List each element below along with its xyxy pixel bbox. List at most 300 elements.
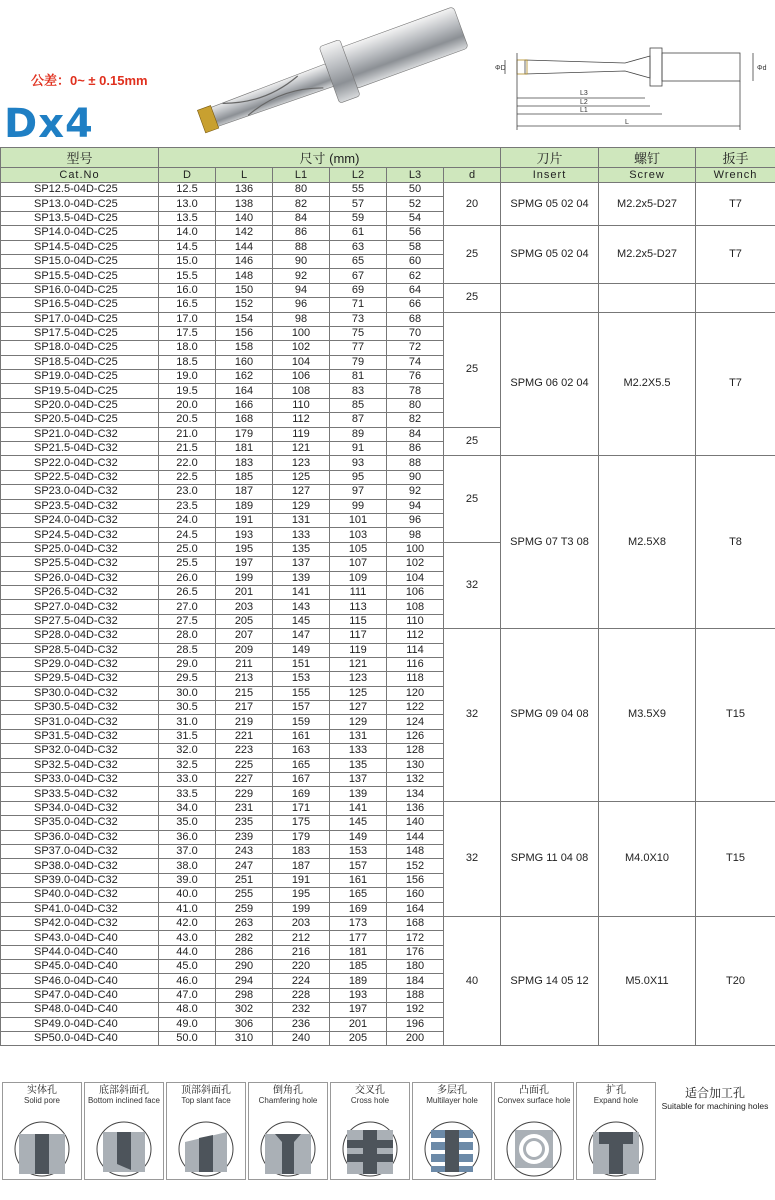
table-row bbox=[1, 456, 775, 470]
cell-l3: 164 bbox=[387, 902, 444, 916]
cell-wrench: T15 bbox=[696, 801, 775, 916]
cell-l3: 54 bbox=[387, 211, 444, 225]
cell-l3: 168 bbox=[387, 916, 444, 930]
cell-l3: 180 bbox=[387, 960, 444, 974]
cell-l3: 60 bbox=[387, 254, 444, 268]
cell-d-big: 26.5 bbox=[159, 585, 216, 599]
hole-chamfering bbox=[248, 1082, 328, 1180]
hole-title: 顶部斜面孔 bbox=[181, 1085, 231, 1096]
cell-d-big: 37.0 bbox=[159, 844, 216, 858]
cell-l1: 212 bbox=[273, 931, 330, 945]
cell-d-big: 16.0 bbox=[159, 283, 216, 297]
cell-l2: 193 bbox=[330, 988, 387, 1002]
cell-l: 199 bbox=[216, 571, 273, 585]
label-phid-big: ΦD bbox=[495, 65, 506, 72]
hole-bottom-inclined bbox=[84, 1082, 164, 1180]
cell-l2: 161 bbox=[330, 873, 387, 887]
cell-d-big: 39.0 bbox=[159, 873, 216, 887]
cell-wrench bbox=[696, 283, 775, 312]
cell-d-big: 31.5 bbox=[159, 729, 216, 743]
cat-no: SP26.5-04D-C32 bbox=[1, 585, 159, 599]
cell-l3: 196 bbox=[387, 1017, 444, 1031]
hole-cross bbox=[330, 1082, 410, 1180]
cell-d-big: 33.0 bbox=[159, 773, 216, 787]
cell-l2: 181 bbox=[330, 945, 387, 959]
convex-hole-icon bbox=[505, 1120, 563, 1178]
cat-no: SP28.5-04D-C32 bbox=[1, 643, 159, 657]
cell-d-small: 25 bbox=[444, 312, 501, 427]
cat-no: SP45.0-04D-C40 bbox=[1, 960, 159, 974]
cat-no: SP43.0-04D-C40 bbox=[1, 931, 159, 945]
cell-l1: 133 bbox=[273, 528, 330, 542]
cell-d-big: 19.0 bbox=[159, 370, 216, 384]
cell-l: 209 bbox=[216, 643, 273, 657]
cell-l3: 88 bbox=[387, 456, 444, 470]
cell-d-big: 14.5 bbox=[159, 240, 216, 254]
cell-l2: 205 bbox=[330, 1032, 387, 1046]
cell-l1: 163 bbox=[273, 744, 330, 758]
cat-no: SP37.0-04D-C32 bbox=[1, 844, 159, 858]
cell-l: 138 bbox=[216, 197, 273, 211]
cell-d-big: 19.5 bbox=[159, 384, 216, 398]
cell-l: 251 bbox=[216, 873, 273, 887]
cat-no: SP30.5-04D-C32 bbox=[1, 701, 159, 715]
cell-l: 282 bbox=[216, 931, 273, 945]
cell-d-big: 14.0 bbox=[159, 226, 216, 240]
label-l2: L2 bbox=[580, 99, 588, 106]
cell-l1: 108 bbox=[273, 384, 330, 398]
spec-table bbox=[0, 147, 775, 1046]
cell-l3: 82 bbox=[387, 413, 444, 427]
cell-l2: 125 bbox=[330, 686, 387, 700]
cell-l1: 228 bbox=[273, 988, 330, 1002]
cell-l1: 88 bbox=[273, 240, 330, 254]
cell-wrench: T7 bbox=[696, 312, 775, 456]
cell-l1: 137 bbox=[273, 557, 330, 571]
cell-d-big: 29.5 bbox=[159, 672, 216, 686]
cell-l2: 153 bbox=[330, 844, 387, 858]
cell-d-big: 36.0 bbox=[159, 830, 216, 844]
cell-d-big: 13.5 bbox=[159, 211, 216, 225]
cat-no: SP18.5-04D-C25 bbox=[1, 355, 159, 369]
cell-l3: 86 bbox=[387, 442, 444, 456]
cell-d-small: 25 bbox=[444, 226, 501, 284]
cat-no: SP13.5-04D-C25 bbox=[1, 211, 159, 225]
hole-subtitle: Chamfering hole bbox=[258, 1096, 318, 1105]
cell-l2: 123 bbox=[330, 672, 387, 686]
cat-no: SP41.0-04D-C32 bbox=[1, 902, 159, 916]
cell-d-big: 29.0 bbox=[159, 657, 216, 671]
cell-l3: 140 bbox=[387, 816, 444, 830]
cell-d-big: 24.5 bbox=[159, 528, 216, 542]
cell-l1: 127 bbox=[273, 485, 330, 499]
cell-l2: 89 bbox=[330, 427, 387, 441]
cell-d-big: 44.0 bbox=[159, 945, 216, 959]
cell-l1: 139 bbox=[273, 571, 330, 585]
cat-no: SP21.5-04D-C32 bbox=[1, 442, 159, 456]
cell-l2: 57 bbox=[330, 197, 387, 211]
cat-no: SP29.0-04D-C32 bbox=[1, 657, 159, 671]
cell-l3: 128 bbox=[387, 744, 444, 758]
cell-l3: 108 bbox=[387, 600, 444, 614]
cell-l2: 141 bbox=[330, 801, 387, 815]
cell-l1: 175 bbox=[273, 816, 330, 830]
cell-l1: 123 bbox=[273, 456, 330, 470]
cell-d-big: 31.0 bbox=[159, 715, 216, 729]
cat-no: SP29.5-04D-C32 bbox=[1, 672, 159, 686]
cat-no: SP24.0-04D-C32 bbox=[1, 513, 159, 527]
cell-insert: SPMG 06 02 04 bbox=[501, 312, 599, 456]
cell-l2: 61 bbox=[330, 226, 387, 240]
drill-photo bbox=[180, 5, 480, 150]
cat-no: SP12.5-04D-C25 bbox=[1, 183, 159, 197]
label-l: L bbox=[625, 119, 629, 126]
cell-l1: 159 bbox=[273, 715, 330, 729]
cell-l1: 92 bbox=[273, 269, 330, 283]
cell-l2: 77 bbox=[330, 341, 387, 355]
hole-subtitle: Convex surface hole bbox=[497, 1096, 571, 1105]
cell-l: 302 bbox=[216, 1003, 273, 1017]
cat-no: SP39.0-04D-C32 bbox=[1, 873, 159, 887]
cell-d-big: 12.5 bbox=[159, 183, 216, 197]
cell-l1: 141 bbox=[273, 585, 330, 599]
cell-l: 213 bbox=[216, 672, 273, 686]
cell-insert: SPMG 05 02 04 bbox=[501, 183, 599, 226]
cat-no: SP16.0-04D-C25 bbox=[1, 283, 159, 297]
cell-l3: 120 bbox=[387, 686, 444, 700]
cat-no: SP19.0-04D-C25 bbox=[1, 370, 159, 384]
header-l1: L1 bbox=[273, 168, 330, 183]
cell-d-big: 21.0 bbox=[159, 427, 216, 441]
cat-no: SP33.5-04D-C32 bbox=[1, 787, 159, 801]
cell-l3: 172 bbox=[387, 931, 444, 945]
cell-l3: 118 bbox=[387, 672, 444, 686]
cell-l2: 75 bbox=[330, 326, 387, 340]
cat-no: SP50.0-04D-C40 bbox=[1, 1032, 159, 1046]
cat-no: SP30.0-04D-C32 bbox=[1, 686, 159, 700]
cat-no: SP20.0-04D-C25 bbox=[1, 398, 159, 412]
cell-l2: 101 bbox=[330, 513, 387, 527]
cell-l3: 160 bbox=[387, 888, 444, 902]
cell-d-big: 30.5 bbox=[159, 701, 216, 715]
cell-d-big: 49.0 bbox=[159, 1017, 216, 1031]
cell-l1: 100 bbox=[273, 326, 330, 340]
cell-l: 255 bbox=[216, 888, 273, 902]
table-row bbox=[1, 312, 775, 326]
cell-d-big: 32.0 bbox=[159, 744, 216, 758]
hole-solid bbox=[2, 1082, 82, 1180]
series-title: Dx4 bbox=[4, 101, 94, 147]
cell-l3: 116 bbox=[387, 657, 444, 671]
cell-l1: 157 bbox=[273, 701, 330, 715]
header-model-cn: 型号 bbox=[1, 148, 159, 168]
cat-no: SP27.0-04D-C32 bbox=[1, 600, 159, 614]
cell-l: 310 bbox=[216, 1032, 273, 1046]
suitable-label bbox=[655, 1084, 775, 1111]
cat-no: SP25.5-04D-C32 bbox=[1, 557, 159, 571]
cell-l2: 185 bbox=[330, 960, 387, 974]
header-wrench-en: Wrench bbox=[696, 168, 775, 183]
cell-wrench: T7 bbox=[696, 226, 775, 284]
cell-l1: 125 bbox=[273, 470, 330, 484]
cell-screw: M5.0X11 bbox=[599, 916, 696, 1046]
cell-l2: 67 bbox=[330, 269, 387, 283]
cell-l: 239 bbox=[216, 830, 273, 844]
cell-l3: 124 bbox=[387, 715, 444, 729]
cell-l: 197 bbox=[216, 557, 273, 571]
cell-d-big: 47.0 bbox=[159, 988, 216, 1002]
cell-l3: 58 bbox=[387, 240, 444, 254]
cell-l: 152 bbox=[216, 298, 273, 312]
bottom-inclined-icon bbox=[95, 1120, 153, 1178]
cell-l1: 102 bbox=[273, 341, 330, 355]
cell-l: 231 bbox=[216, 801, 273, 815]
cell-l: 146 bbox=[216, 254, 273, 268]
cell-l: 158 bbox=[216, 341, 273, 355]
cell-screw: M3.5X9 bbox=[599, 629, 696, 802]
cell-l: 191 bbox=[216, 513, 273, 527]
cell-wrench: T8 bbox=[696, 456, 775, 629]
cell-l2: 115 bbox=[330, 614, 387, 628]
cell-l1: 82 bbox=[273, 197, 330, 211]
cell-d-small: 25 bbox=[444, 283, 501, 312]
cell-l: 263 bbox=[216, 916, 273, 930]
cat-no: SP31.5-04D-C32 bbox=[1, 729, 159, 743]
cell-wrench: T15 bbox=[696, 629, 775, 802]
cell-l2: 91 bbox=[330, 442, 387, 456]
cell-d-big: 21.5 bbox=[159, 442, 216, 456]
cell-insert: SPMG 14 05 12 bbox=[501, 916, 599, 1046]
cell-l3: 152 bbox=[387, 859, 444, 873]
cell-d-big: 23.5 bbox=[159, 499, 216, 513]
cat-no: SP16.5-04D-C25 bbox=[1, 298, 159, 312]
cell-l: 201 bbox=[216, 585, 273, 599]
cell-l3: 62 bbox=[387, 269, 444, 283]
cat-no: SP17.0-04D-C25 bbox=[1, 312, 159, 326]
cell-l: 211 bbox=[216, 657, 273, 671]
cell-l: 136 bbox=[216, 183, 273, 197]
cat-no: SP25.0-04D-C32 bbox=[1, 542, 159, 556]
cell-l3: 134 bbox=[387, 787, 444, 801]
cell-l1: 129 bbox=[273, 499, 330, 513]
cell-l2: 69 bbox=[330, 283, 387, 297]
cell-d-big: 27.0 bbox=[159, 600, 216, 614]
cell-l: 166 bbox=[216, 398, 273, 412]
cell-l: 156 bbox=[216, 326, 273, 340]
cell-l3: 78 bbox=[387, 384, 444, 398]
cell-l3: 184 bbox=[387, 974, 444, 988]
header-screw-cn: 螺钉 bbox=[599, 148, 696, 168]
hole-subtitle: Solid pore bbox=[23, 1096, 61, 1105]
cat-no: SP38.0-04D-C32 bbox=[1, 859, 159, 873]
cell-l3: 130 bbox=[387, 758, 444, 772]
cell-d-big: 42.0 bbox=[159, 916, 216, 930]
machining-holes-legend bbox=[0, 1082, 775, 1187]
cell-l: 181 bbox=[216, 442, 273, 456]
cell-l: 179 bbox=[216, 427, 273, 441]
cell-l1: 183 bbox=[273, 844, 330, 858]
cell-l3: 144 bbox=[387, 830, 444, 844]
hole-convex bbox=[494, 1082, 574, 1180]
cell-l: 160 bbox=[216, 355, 273, 369]
hole-title: 凸面孔 bbox=[519, 1085, 549, 1096]
cell-insert: SPMG 11 04 08 bbox=[501, 801, 599, 916]
cell-l: 207 bbox=[216, 629, 273, 643]
cell-l3: 192 bbox=[387, 1003, 444, 1017]
cell-d-big: 18.5 bbox=[159, 355, 216, 369]
header-d-big: D bbox=[159, 168, 216, 183]
cat-no: SP19.5-04D-C25 bbox=[1, 384, 159, 398]
cell-l2: 81 bbox=[330, 370, 387, 384]
header-l2: L2 bbox=[330, 168, 387, 183]
cell-l3: 200 bbox=[387, 1032, 444, 1046]
cell-l: 294 bbox=[216, 974, 273, 988]
cell-l1: 90 bbox=[273, 254, 330, 268]
cell-l: 162 bbox=[216, 370, 273, 384]
cell-d-big: 40.0 bbox=[159, 888, 216, 902]
cell-l1: 80 bbox=[273, 183, 330, 197]
tolerance-label: 公差：0~ ± 0.15mm bbox=[31, 73, 148, 88]
cat-no: SP44.0-04D-C40 bbox=[1, 945, 159, 959]
cell-l1: 236 bbox=[273, 1017, 330, 1031]
cell-l1: 161 bbox=[273, 729, 330, 743]
cell-l3: 136 bbox=[387, 801, 444, 815]
cell-l: 286 bbox=[216, 945, 273, 959]
cell-d-big: 26.0 bbox=[159, 571, 216, 585]
cell-d-big: 17.5 bbox=[159, 326, 216, 340]
cell-l1: 191 bbox=[273, 873, 330, 887]
cell-l2: 129 bbox=[330, 715, 387, 729]
cell-l1: 220 bbox=[273, 960, 330, 974]
cell-d-big: 33.5 bbox=[159, 787, 216, 801]
cell-insert bbox=[501, 283, 599, 312]
cell-l: 142 bbox=[216, 226, 273, 240]
hole-title: 实体孔 bbox=[27, 1085, 57, 1096]
cell-l1: 94 bbox=[273, 283, 330, 297]
cell-d-big: 20.0 bbox=[159, 398, 216, 412]
cell-l2: 197 bbox=[330, 1003, 387, 1017]
header-l: L bbox=[216, 168, 273, 183]
cell-screw: M2.5X8 bbox=[599, 456, 696, 629]
table-row bbox=[1, 183, 775, 197]
cat-no: SP34.0-04D-C32 bbox=[1, 801, 159, 815]
hole-title: 扩孔 bbox=[606, 1085, 626, 1096]
dimension-diagram bbox=[495, 38, 770, 138]
cell-l2: 73 bbox=[330, 312, 387, 326]
cell-l2: 133 bbox=[330, 744, 387, 758]
cell-l: 223 bbox=[216, 744, 273, 758]
cell-l3: 96 bbox=[387, 513, 444, 527]
cross-hole-icon bbox=[341, 1120, 399, 1178]
cell-l2: 87 bbox=[330, 413, 387, 427]
cell-l1: 179 bbox=[273, 830, 330, 844]
cell-d-small: 40 bbox=[444, 916, 501, 1046]
cell-l1: 171 bbox=[273, 801, 330, 815]
cell-l3: 72 bbox=[387, 341, 444, 355]
cell-l2: 139 bbox=[330, 787, 387, 801]
cell-l2: 79 bbox=[330, 355, 387, 369]
cell-l1: 232 bbox=[273, 1003, 330, 1017]
cell-l: 225 bbox=[216, 758, 273, 772]
hole-title: 底部斜面孔 bbox=[99, 1085, 149, 1096]
cell-l2: 177 bbox=[330, 931, 387, 945]
cell-l3: 148 bbox=[387, 844, 444, 858]
cell-l: 140 bbox=[216, 211, 273, 225]
cat-no: SP42.0-04D-C32 bbox=[1, 916, 159, 930]
cell-l: 290 bbox=[216, 960, 273, 974]
header-insert-cn: 刀片 bbox=[501, 148, 599, 168]
cat-no: SP14.5-04D-C25 bbox=[1, 240, 159, 254]
cell-d-small: 25 bbox=[444, 427, 501, 456]
cell-l1: 104 bbox=[273, 355, 330, 369]
cat-no: SP13.0-04D-C25 bbox=[1, 197, 159, 211]
cell-l1: 135 bbox=[273, 542, 330, 556]
hole-top-slant bbox=[166, 1082, 246, 1180]
cat-no: SP23.0-04D-C32 bbox=[1, 485, 159, 499]
cell-l: 215 bbox=[216, 686, 273, 700]
header-wrench-cn: 扳手 bbox=[696, 148, 775, 168]
cell-insert: SPMG 05 02 04 bbox=[501, 226, 599, 284]
cell-l1: 106 bbox=[273, 370, 330, 384]
cell-d-small: 32 bbox=[444, 542, 501, 628]
cell-l: 164 bbox=[216, 384, 273, 398]
chamfer-hole-icon bbox=[259, 1120, 317, 1178]
cell-l2: 93 bbox=[330, 456, 387, 470]
cell-d-big: 50.0 bbox=[159, 1032, 216, 1046]
cell-l2: 107 bbox=[330, 557, 387, 571]
hole-subtitle: Expand hole bbox=[593, 1096, 639, 1105]
suitable-cn: 适合加工孔 bbox=[684, 1086, 745, 1100]
header-model-en: Cat.No bbox=[1, 168, 159, 183]
cell-l1: 151 bbox=[273, 657, 330, 671]
hole-title: 交叉孔 bbox=[355, 1085, 385, 1096]
cell-l1: 147 bbox=[273, 629, 330, 643]
cell-l3: 126 bbox=[387, 729, 444, 743]
expand-hole-icon bbox=[587, 1120, 645, 1178]
hole-expand bbox=[576, 1082, 656, 1180]
cell-d-big: 17.0 bbox=[159, 312, 216, 326]
cell-l: 195 bbox=[216, 542, 273, 556]
cell-l3: 76 bbox=[387, 370, 444, 384]
hole-title: 倒角孔 bbox=[273, 1085, 303, 1096]
cell-l2: 157 bbox=[330, 859, 387, 873]
cell-l3: 52 bbox=[387, 197, 444, 211]
cell-d-big: 48.0 bbox=[159, 1003, 216, 1017]
cell-l3: 104 bbox=[387, 571, 444, 585]
cell-l: 219 bbox=[216, 715, 273, 729]
header-d-small: d bbox=[444, 168, 501, 183]
cell-l3: 98 bbox=[387, 528, 444, 542]
cat-no: SP49.0-04D-C40 bbox=[1, 1017, 159, 1031]
cell-l3: 102 bbox=[387, 557, 444, 571]
header-size-cn: 尺寸 (mm) bbox=[159, 148, 501, 168]
cat-no: SP40.0-04D-C32 bbox=[1, 888, 159, 902]
cell-l2: 189 bbox=[330, 974, 387, 988]
table-row bbox=[1, 801, 775, 815]
cell-l1: 96 bbox=[273, 298, 330, 312]
cell-l2: 105 bbox=[330, 542, 387, 556]
cat-no: SP14.0-04D-C25 bbox=[1, 226, 159, 240]
cell-d-big: 24.0 bbox=[159, 513, 216, 527]
cat-no: SP46.0-04D-C40 bbox=[1, 974, 159, 988]
cell-l3: 80 bbox=[387, 398, 444, 412]
cell-d-small: 32 bbox=[444, 629, 501, 802]
cell-l2: 63 bbox=[330, 240, 387, 254]
cell-l2: 201 bbox=[330, 1017, 387, 1031]
cell-l2: 145 bbox=[330, 816, 387, 830]
hole-title: 多层孔 bbox=[437, 1085, 467, 1096]
cell-l1: 121 bbox=[273, 442, 330, 456]
